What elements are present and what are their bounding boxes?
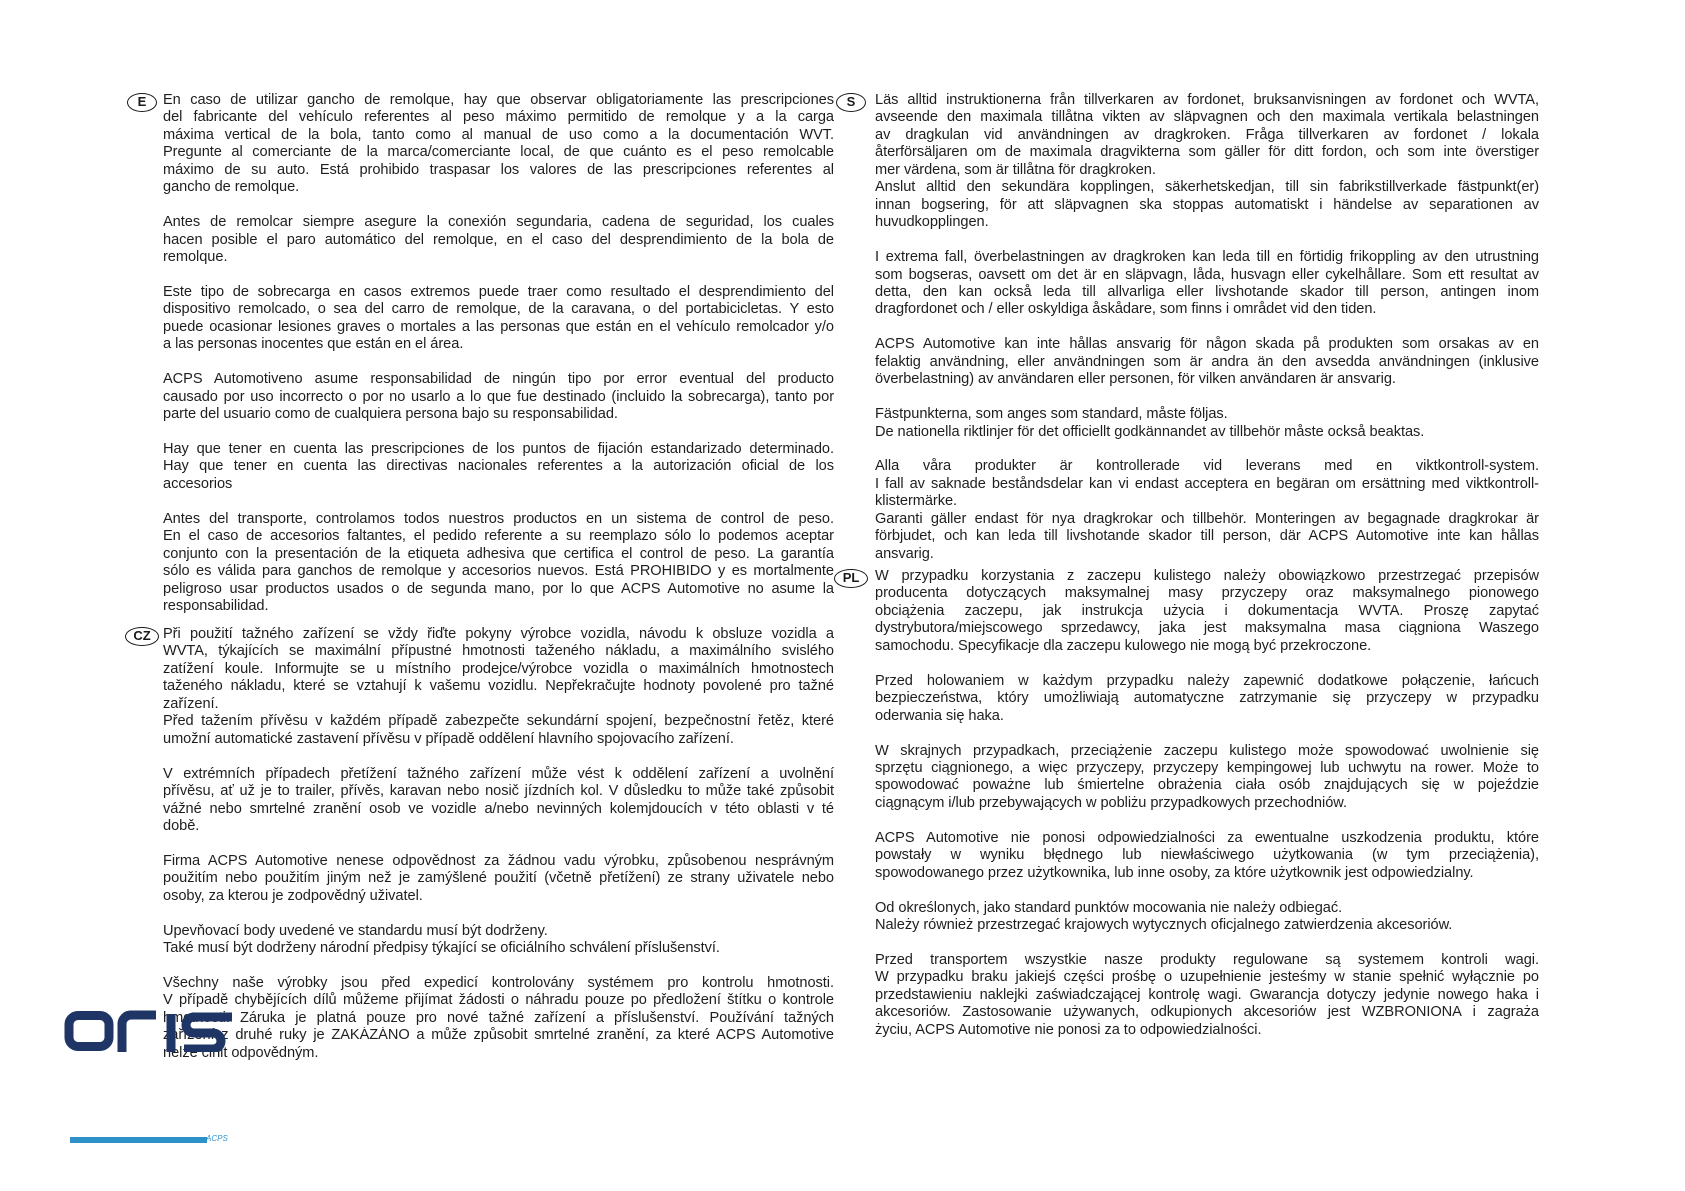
text-line: máxima vertical de la bola, tanto como al manual de uso como a la documentación WVT. xyxy=(163,126,834,143)
text-line: przedstawieniu naklejki zaświadczającej kontrolę wagi. Gwarancja dotyczy jedynie nowego haka i xyxy=(875,986,1539,1003)
text-line: osoby, za kterou je zodpovědný uživatel. xyxy=(163,887,423,904)
text-line: ACPS Automotiveno asume responsabilidad de ningún tipo por error eventual del producto xyxy=(163,371,834,388)
text-line: De nationella riktlinjer för det officiellt godkännandet av tillbehör måste också beaktas. xyxy=(875,423,1425,440)
text-line: umožní automatické zastavení přívěsu v případě oddělení hlavního spojovacího zařízení. xyxy=(163,730,734,747)
text-line: spowodowanego przez użytkownika, lub inne osoby, za które użytkownik jest odpowiedzialny. xyxy=(875,864,1474,881)
text-line: máximo de su auto. Está prohibido traspasar los valores de las prescripciones referentes al xyxy=(163,161,834,178)
text-line: obciążenia zaczepu, jak instrukcja użycia i dokumentacja WVTA. Proszę zapytać xyxy=(875,602,1539,619)
text-line: spowodować poważne lub śmiertelne obrażenia ciała osób znajdujących się w pojeździe xyxy=(875,777,1539,794)
text-line: Při použití tažného zařízení se vždy řiďte pokyny výrobce vozidla, návodu k obsluze vozidla a xyxy=(163,626,834,642)
language-badge-e: E xyxy=(127,93,157,112)
text-line: Také musí být dodrženy národní předpisy týkající se oficiálního schválení příslušenství. xyxy=(163,940,720,957)
text-line: Należy również przestrzegać krajowych wytycznych oficjalnego zatwierdzenia akcesoriów. xyxy=(875,917,1453,933)
text-line: Hay que tener en cuenta las directivas nacionales referentes a la autorización oficial de los xyxy=(163,458,834,475)
text-line: Anslut alltid den sekundära kopplingen, säkerhetskedjan, till sin fabrikstillverkade fästpunkt(er) xyxy=(875,179,1539,196)
text-line: V extrémních případech přetížení tažného zařízení může vést k oddělení zařízení a uvolnění xyxy=(163,765,834,782)
text-line: akcesoriów. Zastosowanie używanych, odkupionych akcesoriów jest WZBRONIONA i zagraża xyxy=(875,1004,1539,1021)
text-line: gancho de remolque. xyxy=(163,179,300,196)
logo-subtext: ACPS xyxy=(206,1134,228,1143)
text-line: zařízení. xyxy=(163,695,219,712)
text-line: Alla våra produkter är kontrollerade vid leverans med en viktkontroll-system. xyxy=(875,458,1539,475)
text-line: powstały w wyniku błędnego lub niewłaściwego użytkowania (w tym przeciążenia), xyxy=(875,847,1539,864)
text-line: zatížení koule. Informujte se u místního prodejce/výrobce vozidla o maximálních hmotnostech xyxy=(163,660,834,677)
text-line: dispositivo remolcado, o sea del carro de remolque, de la caravana, o del portabicicletas. Y esto xyxy=(163,301,834,318)
text-line: W przypadku korzystania z zaczepu kulistego należy obowiązkowo przestrzegać przepisów xyxy=(875,568,1539,584)
text-line: Antes del transporte, controlamos todos nuestros productos en un sistema de control de peso. xyxy=(163,510,834,527)
text-line: Przed holowaniem w każdym przypadku należy zapewnić dodatkowe połączenie, łańcuch xyxy=(875,672,1539,689)
text-line: Před tažením přívěsu v každém případě zabezpečte sekundární spojení, bezpečnostní řetěz, které xyxy=(163,713,834,730)
text-line: accesorios xyxy=(163,475,233,492)
text-line: oderwania się haka. xyxy=(875,707,1004,724)
text-line: hmotnosti. Záruka je platná pouze pro nové tažné zařízení a příslušenství. Používání tažných xyxy=(163,1009,834,1026)
text-line: Pregunte al comerciante de la marca/comerciante local, de que cuánto es el peso remolcable xyxy=(163,144,834,161)
text-line: Este tipo de sobrecarga en casos extremos puede traer como resultado el desprendimiento del xyxy=(163,283,834,300)
text-line: WVTA, týkajících se maximální přípustné hmotnosti taženého nákladu, a maximálního svislého xyxy=(163,643,834,660)
text-line: Läs alltid instruktionerna från tillverkaren av fordonet, bruksanvisningen av fordonet och WVTA, xyxy=(875,92,1539,108)
text-line: Fästpunkterna, som anges som standard, måste följas. xyxy=(875,406,1228,423)
logo-underline xyxy=(70,1137,207,1143)
text-line: remolque. xyxy=(163,249,228,266)
text-line: En caso de utilizar gancho de remolque, hay que observar obligatoriamente las prescripciones xyxy=(163,92,834,108)
text-line: mer värdena, som är tillåtna för dragkroken. xyxy=(875,161,1156,178)
text-line: överbelastning) av användaren eller personen, för vilken användaren är ansvarig. xyxy=(875,371,1396,388)
text-line: zařízení z druhé ruky je ZAKÁZÁNO a může způsobit smrtelné zranění, za které ACPS Automotive xyxy=(163,1027,834,1044)
text-line: samochodu. Specyfikacje dla zaczepu kulowego nie mogą być przekroczone. xyxy=(875,637,1372,654)
text-line: En el caso de accesorios faltantes, el pedido referente a su reemplazo sólo lo podemos aceptar xyxy=(163,528,834,545)
oris-wordmark-icon xyxy=(64,1010,240,1052)
text-line: a las personas inocentes que están en el área. xyxy=(163,336,464,353)
text-line: del fabricante del vehículo referentes al peso máximo permitido de remolque y a la carga xyxy=(163,109,834,126)
text-line: ansvarig. xyxy=(875,545,934,562)
text-line: Firma ACPS Automotive nenese odpovědnost za žádnou vadu výrobku, způsobenou nesprávným xyxy=(163,852,834,869)
text-line: ACPS Automotive kan inte hållas ansvarig för någon skada på produkten som orsakas av en xyxy=(875,336,1539,353)
text-line: som bogseras, oavsett om det är en släpvagn, låda, husvagn eller cykelhållare. Som ett resultat av xyxy=(875,266,1539,283)
text-line: taženého nákladu, které se vztahují k vašemu vozidlu. Nepřekračujte hodnoty povolené pro tažné xyxy=(163,678,834,695)
text-line: Przed transportem wszystkie nasze produkty regulowane są systemem kontroli wagi. xyxy=(875,951,1539,968)
text-line: I extrema fall, överbelastningen av dragkroken kan leda till en förtidig frikoppling av den utrustning xyxy=(875,249,1539,266)
text-line: detta, den kan också leda till allvarliga eller livshotande skador till person, antingen inom xyxy=(875,283,1539,300)
text-line: życiu, ACPS Automotive nie ponosi za to odpowiedzialności. xyxy=(875,1021,1262,1038)
text-line: innan bogsering, för att släpvagnen ska stoppas automatiskt i händelse av separationen av xyxy=(875,196,1539,213)
text-line: Od określonych, jako standard punktów mocowania nie należy odbiegać. xyxy=(875,899,1343,916)
text-line: ciągnącym i/lub przebywających w pobliżu przypadkowych przechodniów. xyxy=(875,794,1347,811)
text-line: huvudkopplingen. xyxy=(875,214,989,231)
text-line: puede ocasionar lesiones graves o mortales a las personas que están en el vehículo remolcador y/o xyxy=(163,318,834,335)
text-line: avseende den maximala tillåtna vikten av släpvagnen och den maximala vertikala belastningen xyxy=(875,109,1539,126)
language-badge-s: S xyxy=(836,93,866,112)
text-line: hacen posible el paro automático del remolque, en el caso del desprendimiento de la bola de xyxy=(163,231,834,248)
text-line: Všechny naše výrobky jsou před expedicí kontrolovány systémem pro kontrolu hmotnosti. xyxy=(163,975,834,991)
text-line: I fall av saknade beståndsdelar kan vi endast acceptera en begäran om ersättning med viktkontroll- xyxy=(875,475,1539,492)
text-line: causado por uso incorrecto o por no usarlo a lo que fue destinado (incluido la sobrecarga), tanto por xyxy=(163,388,834,405)
text-line: bezpieczeństwa, który umożliwiają automatyczne zatrzymanie się przyczepy w przypadku xyxy=(875,690,1539,707)
text-line: responsabilidad. xyxy=(163,598,269,615)
text-line: přívěsu, ať už je to trailer, přívěs, karavan nebo nosič jízdních kol. V důsledku to může také způsobit xyxy=(163,783,834,800)
text-line: av dragkulan vid användningen av dragkroken. Fråga tillverkaren av fordonet / lokala xyxy=(875,126,1539,143)
text-line: nelze činit odpovědným. xyxy=(163,1044,319,1061)
language-badge-cz: CZ xyxy=(125,627,159,646)
text-line: peligroso usar productos usados o de segunda mano, por lo que ACPS Automotive no asume la xyxy=(163,580,834,597)
text-line: återförsäljaren om de maximala dragvikterna som gäller för ditt fordon, och som inte överstiger xyxy=(875,144,1539,161)
text-line: době. xyxy=(163,817,200,834)
text-line: sprzętu ciągnionego, a więc przyczepy, przyczepy kempingowej lub uchwytu na rower. Może to xyxy=(875,759,1539,776)
text-line: dragfordonet och / eller oskyldiga åskådare, som finns i området vid den tiden. xyxy=(875,301,1377,318)
text-line: V případě chybějících dílů můžeme přijímat žádosti o náhradu pouze po předložení štítku o kontrole xyxy=(163,992,834,1009)
text-line: použitím nebo použitím jiným než je zamýšlené použití (včetně přetížení) ze strany uživatele nebo xyxy=(163,870,834,887)
text-line: ACPS Automotive nie ponosi odpowiedzialności za ewentualne uszkodzenia produktu, które xyxy=(875,829,1539,846)
text-line: Garanti gäller endast för nya dragkrokar och tillbehör. Monteringen av begagnade dragkrokar är xyxy=(875,510,1539,527)
language-badge-pl: PL xyxy=(834,569,868,588)
text-line: dystrybutora/miejscowego sprzedawcy, jaka jest maksymalna masa ciągniona Waszego xyxy=(875,620,1539,637)
text-line: klistermärke. xyxy=(875,493,958,510)
text-line: W przypadku braku jakiejś części prośbę o uzupełnienie jesteśmy w stanie spełnić wyłącznie po xyxy=(875,969,1539,986)
text-line: Antes de remolcar siempre asegure la conexión segundaria, cadena de seguridad, los cuales xyxy=(163,214,834,231)
text-line: Hay que tener en cuenta las prescripciones de los puntos de fijación estandarizado determinado. xyxy=(163,441,834,457)
text-line: W skrajnych przypadkach, przeciążenie zaczepu kulistego może spowodować uwolnienie się xyxy=(875,742,1539,759)
text-line: producenta dotyczących maksymalnej masy przyczepy oraz maksymalnego pionowego xyxy=(875,585,1539,602)
text-line: conjunto con la presentación de la etiqueta adhesiva que certifica el control de peso. La garantía xyxy=(163,545,834,562)
text-line: felaktig användning, eller användningen som är andra än den avsedda användningen (inklusive xyxy=(875,353,1539,370)
text-line: förbjudet, och kan leda till livshotande skador till person, där ACPS Automotive inte kan hållas xyxy=(875,528,1539,545)
text-line: sólo es válida para ganchos de remolque y accesorios nuevos. Está PROHIBIDO y es mortalmente xyxy=(163,563,834,580)
text-line: vážné nebo smrtelné zranění osob ve vozidle a/nebo nevinných kolemjdoucích v této oblasti v té xyxy=(163,800,834,817)
text-line: parte del usuario como de cualquiera persona bajo su responsabilidad. xyxy=(163,406,618,423)
oris-logo xyxy=(64,1010,240,1052)
text-line: Upevňovací body uvedené ve standardu musí být dodrženy. xyxy=(163,922,548,939)
